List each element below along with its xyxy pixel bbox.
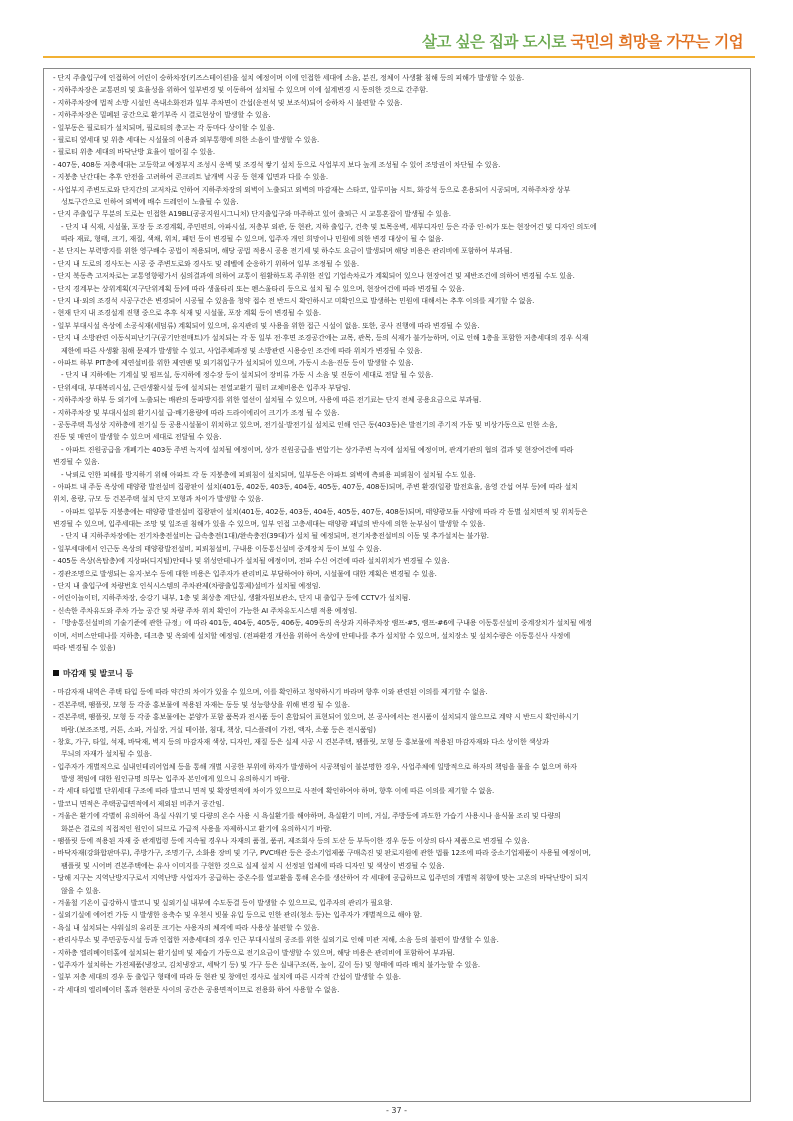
notice-line: - 신속한 주차유도와 주차 가능 공간 및 차량 주차 위치 확인이 가능한 AI 주차유도시스템 적용 예정임. xyxy=(53,605,357,615)
notice-line: - 입주자가 설치하는 가전제품(냉장고, 김치냉장고, 세탁기 등) 및 가구 등은 실내구조(폭, 높이, 깊이 등) 및 형태에 따라 배치 불가능할 수 있음. xyxy=(53,959,481,969)
notice-line: - 아파트 하부 PIT층에 제연설비를 위한 제연팬 및 외기취입구가 설치되어 있으며, 가동시 소음·진동 등이 발생할 수 있음. xyxy=(53,357,414,367)
notice-line: - 겨울은 환기에 각별히 유의하여 욕실 사워기 및 다량의 온수 사용 시 욕실환기를 해야하며, 욕실환기 미비, 거실, 주방등에 과도한 가습기 사용시나 음식물 조리 및 다량의 xyxy=(53,811,561,821)
notice-line: - 견본주택, 팸플릿, 모형 등 각종 홍보물에 적용된 자재는 동등 및 성능향상을 위해 변경 될 수 있음. xyxy=(53,699,350,709)
notice-line: - 각 세대의 엘리베이터 홀과 현관문 사이의 공간은 공용면적이므로 전용화 하여 사용할 수 없음. xyxy=(53,984,340,994)
notice-line-continued: - 단지 내 지하에는 기계실 및 펌프실, 동지하에 정수장 등이 설치되어 장비류 가동 시 소음 및 진동이 세대로 전달 될 수 있음. xyxy=(61,370,434,380)
notice-line: 변경될 수 있음. xyxy=(53,457,100,467)
notice-line-continued: 바람.(보조조명, 커튼, 소파, 거실장, 거실 테이블, 침대, 책상, 디스플레이 가전, 액자, 소품 등은 전시품임) xyxy=(61,724,376,734)
notice-line: - 어린이놀이터, 지하주차장, 승강기 내부, 1층 및 최상층 계단실, 생활자원보관소, 단지 내 출입구 등에 CCTV가 설치됨. xyxy=(53,593,411,603)
notice-line: - 지하주차장 하부 등 외기에 노출되는 배관의 동파방지를 위한 열선이 설치될 수 있으며, 사용에 따른 전기료는 단지 전체 공용요금으로 부과됨. xyxy=(53,395,482,405)
notice-line: - 팸플릿 등에 적용된 자재 중 관계법령 등에 지속될 경우나 자재의 품절, 품귀, 제조회사 등의 도산 등 부득이한 경우 동등 이상의 타사 제품으로 변경될 수 있음. xyxy=(53,836,530,846)
notice-line: - 입주자가 개별적으로 실내인테리어업체 등을 통해 개별 시공한 부위에 하자가 발생하여 시공책임이 불분명한 경우, 사업주체에 일방적으로 하자의 책임을 물을 수 없으며 하자 xyxy=(53,761,577,771)
notice-line: - 단지 경계부는 상위계획(지구단위계획 등)에 따라 생울타리 또는 펜스울타리 등으로 설치 될 수 있으며, 현장여건에 따라 변경될 수 있음. xyxy=(53,283,465,293)
page-number: - 37 - xyxy=(385,1106,408,1115)
notice-line: - 단위세대, 부대복리시설, 근린생활시설 등에 설치되는 전열교환기 필터 교체비용은 입주자 부담임. xyxy=(53,382,351,392)
notice-line: - 겨울철 기온이 급강하시 발코니 및 실외기실 내부에 수도동결 등이 발생할 수 있으므로, 입주자의 관리가 필요함. xyxy=(53,898,393,907)
notice-line: - 각 세대 타입별 단위세대 구조에 따라 발코니 면적 및 확장면적에 차이가 있으므로 사전에 확인하여야 하며, 향후 이에 따른 이의를 제기할 수 없음. xyxy=(53,786,495,796)
notice-line: 변경될 수 있으며, 입주세대는 조망 및 일조권 침해가 있을 수 있으며, 일부 인접 고층세대는 태양광 패널의 반사에 의한 눈부심이 발생할 수 있음. xyxy=(53,519,486,529)
notice-list-finishes xyxy=(53,686,742,996)
notice-line: - 경관조명으로 발생되는 유지·보수 등에 대한 비용은 입주자가 관리비로 부담하여야 하며, 시설물에 대한 계획은 변경될 수 있음. xyxy=(53,568,437,578)
notice-line: - 현재 단지 내 조경설계 진행 중으로 추후 식재 및 시설물, 포장 계획 등이 변경될 수 있음. xyxy=(53,308,321,318)
notice-line-continued: - 단지 내 지하주차장에는 전기차충전설비는 급속충전(1대)/완속충전(39대)가 설치 될 예정되며, 전기차충전설비의 이동 및 추가설치는 불가함. xyxy=(61,531,489,541)
notice-line-continued: 않을 수 있음. xyxy=(61,885,101,895)
header-slogan xyxy=(422,30,743,52)
notice-line: - 지하주차장 및 부대시설의 환기시설 급·배기용량에 따라 드라이에리어 크기가 조정 될 수 있음. xyxy=(53,407,340,417)
notice-line-continued: 무늬의 자재가 설치될 수 있음. xyxy=(61,749,152,759)
notice-line: - 일부동은 필로티가 설치되며, 필로티의 층고는 각 동마다 상이할 수 있음. xyxy=(53,122,275,132)
notice-line: - 일부세대에서 인근동 옥상의 태양광발전설비, 피뢰침설비, 구내용 이동통신설비 중계장치 등이 보일 수 있음. xyxy=(53,543,382,553)
notice-line: - 욕실 내 설치되는 샤워실의 유리문 크기는 사용자의 체격에 따라 사용상 불편할 수 있음. xyxy=(53,922,320,932)
notice-line-continued: 화분은 결로의 직접적인 원인이 되므로 가급적 사용을 자제하시고 환기에 유의하시기 바람. xyxy=(61,823,332,833)
square-bullet-icon xyxy=(53,670,59,676)
notice-line-continued: - 아파트 일부동 지붕층에는 태양광 발전설비 집광판이 설치(401동, 402동, 403동, 404동, 405동, 407동, 408동)되며, 태양광모듈 사양에 따라 각 동별 설치면적 및 위치등은 xyxy=(61,506,588,516)
notice-line: - 지하주차장은 교통편의 및 효율성을 위하여 일부변경 및 이동하여 설치될 수 있으며 이에 설계변경 시 동의한 것으로 간주함. xyxy=(53,85,428,95)
notice-line: - 단지 내 도로의 경사도는 시공 중 주변도로와 경사도 및 레벨에 순응하기 위하여 일부 조정될 수 있음. xyxy=(53,258,359,268)
notice-line: - 견본주택, 팸플릿, 모형 등 각종 홍보물에는 분양가 포함 품목과 전시품 등이 혼합되어 표현되어 있으며, 본 공사에서는 전시품이 설치되지 않으므로 계약 시 반드시 확인하시기 xyxy=(53,712,579,722)
notice-line: 이며, 서비스안테나를 지하층, 데크층 및 옥외에 설치할 예정임. (전파환경 개선을 위하여 옥상에 안테나를 추가 설치할 수 있으며, 설치장소 및 설치수량은 이동통신사 사정에 xyxy=(53,630,571,640)
notice-line: - 지하층 엘리베이터홀에 설치되는 환기설비 및 제습기 가동으로 전기요금이 발생할 수 있으며, 해당 비용은 관리비에 포함하여 부과됨. xyxy=(53,947,455,957)
notice-line: - 단지 내 출입구에 차량번호 인식시스템의 주차관제(차량출입통제)설비가 설치될 예정임. xyxy=(53,581,321,591)
notice-line: - 사업부지 주변도로와 단지간의 고저차로 인하여 지하주차장의 외벽이 노출되고 외벽의 마감재는 스타코, 알루미늄 시트, 화강석 등으로 혼용되어 시공되며, 지하주차장 상부 xyxy=(53,184,571,194)
notice-line: - 아파트 내 주동 옥상에 태양광 발전설비 집광판이 설치(401동, 402동, 403동, 404동, 405동, 407동, 408동)되며, 주변 환경(일광 발전효율, 음영 간섭 여부 등)에 따라 설치 xyxy=(53,481,578,491)
section-heading xyxy=(53,668,742,680)
slogan-accent: 국민의 희망을 가꾸는 기업 xyxy=(570,33,743,51)
notice-line: - 「방송통신설비의 기술기준에 관한 규정」에 따라 401동, 404동, 405동, 406동, 409동의 옥상과 지하주차장 램프-#5, 램프-#6에 구내용 이동통신설비 중계장치가 설치될 예정 xyxy=(53,618,592,628)
notice-line: - 창호, 가구, 타일, 석재, 바닥재, 벽지 등의 마감자재 색상, 디자인, 재질 등은 실제 시공 시 견본주택, 팸플릿, 모형 등 홍보물에 적용된 마감자재와 다소 상이한 색상과 xyxy=(53,736,549,746)
notice-line: - 발코니 면적은 주택공급면적에서 제외된 비주거 공간임. xyxy=(53,798,225,808)
notice-line: - 지하주차장은 밀폐된 공간으로 환기부족 시 결로현상이 발생할 수 있음. xyxy=(53,110,271,120)
header-divider xyxy=(43,56,755,58)
notice-line-continued: 팸플릿 및 시어버 견본주택에는 유사 이미지를 구현한 것으로 실제 설치 시 선정된 업체에 따라 디자인 및 색상이 변경될 수 있음. xyxy=(61,860,445,870)
notice-line: 진동 및 매연이 발생할 수 있으며 세대로 전달될 수 있음. xyxy=(53,432,222,442)
notice-line: - 본 단지는 부력방지를 위한 영구배수 공법이 적용되며, 해당 공법 적용시 공용 전기세 및 하수도 요금이 발생되며 해당 비용은 관리비에 포함하여 부과됨. xyxy=(53,246,513,256)
notice-line: - 필로티 위층 세대의 바닥난방 효율이 떨어질 수 있음. xyxy=(53,147,215,157)
notice-line: 위치, 용량, 규모 등 건본주택 설치 단지 모형과 차이가 발생할 수 있음. xyxy=(53,494,264,504)
notice-line: - 405동 옥상(옥탑층)에 지상파(디지털)안테나 및 위성안테나가 설치될 예정이며, 전파 수신 여건에 따라 설치위치가 변경될 수 있음. xyxy=(53,556,450,566)
notice-line: - 실외기실에 에어컨 가동 시 발생한 응축수 및 우천시 빗물 유입 등으로 인한 관리(청소 등)는 입주자가 개별적으로 해야 함. xyxy=(53,910,422,920)
notice-line: - 일부 저층 세대의 경우 동 출입구 형태에 따라 동 현관 및 창에인 경사로 설치에 따른 시각적 간섭이 발생할 수 있음. xyxy=(53,972,401,982)
notice-line: - 마감자재 내역은 주택 타입 등에 따라 약간의 차이가 있을 수 있으며, 이를 확인하고 청약하시기 바라며 향후 이와 관련된 이의를 제기할 수 없음. xyxy=(53,687,488,697)
notice-line: - 공동주택 특성상 지하층에 전기실 등 공용시설물이 위치하고 있으며, 전기실·발전기실 설치로 인해 인근 동(403동)은 발전기의 주기적 가동 및 비상가동으로 인한 소음, xyxy=(53,419,558,429)
notice-line-continued: - 낙뢰로 인한 피해를 방지하기 위해 아파트 각 동 지붕층에 피뢰침이 설치되며, 일부동은 아파트 외벽에 측뢰용 피뢰침이 설치될 수도 있음. xyxy=(61,469,476,479)
notice-line-continued: 성토구간으로 인하여 외벽에 배수 드레인이 노출될 수 있음. xyxy=(61,196,239,206)
notice-line: - 지하주차장에 법적 소방 시설인 옥내소화전과 일부 주차면이 간섭(운전석 및 보조석)되어 승하차 시 불편할 수 있음. xyxy=(53,97,403,107)
notice-box xyxy=(43,68,751,1102)
notice-line: 따라 변경될 수 있음) xyxy=(53,642,116,652)
notice-line: - 일부 부대시설 옥상에 소공식재(세덤류) 계획되어 있으며, 유지관리 및 사용을 위한 접근 시설이 없음. 또한, 공사 진행에 따라 변경될 수 있음. xyxy=(53,320,480,330)
notice-line: - 바닥자재(강화합판마루), 주방가구, 조명기구, 소화용 장비 및 기구, PVC배관 등은 중소기업제품 구매촉진 및 판로지원에 관한 법률 12조에 따라 중소기업제품이 사용될 예정이며, xyxy=(53,848,591,858)
section-title-text: 마감재 및 발코니 등 xyxy=(63,669,134,679)
notice-line-continued: 따라 재료, 형태, 크기, 재질, 색채, 위치, 패턴 등이 변경될 수 있으며, 입주자 개인 희망이나 민원에 의한 변경 대상이 될 수 없음. xyxy=(61,234,444,244)
notice-line: - 단지 주출입구 무분의 도로는 인접한 A19BL(공공지원시그니처) 단지출입구와 마주하고 있어 출퇴근 시 교통혼잡이 발생될 수 있음. xyxy=(53,209,451,219)
notice-line-continued: - 아파트 진원공급을 개폐기는 403동 주변 녹지에 설치될 예정이며, 상가 진원공급을 변압기는 상가주변 녹지에 설치될 예정이며, 관계기관의 협의 결과 및 현장여건에 따라 xyxy=(61,444,574,454)
notice-line-continued: 발생 책임에 대한 원인규명 의무는 입주자 본인에게 있으니 유의하시기 바람. xyxy=(61,774,290,784)
notice-line: - 단지 주출입구에 인접하여 어린이 승하차장(키즈스테이션)을 설치 예정이며 이에 인접한 세대에 소음, 분진, 정체이 사생활 침해 등의 피해가 발생할 수 있음. xyxy=(53,73,525,82)
notice-line: - 관리사무소 및 주민공동시설 등과 인접한 저층세대의 경우 인근 부대시설의 공조를 위한 실외기로 인해 미관 저해, 소음 등의 불편이 발생할 수 있음. xyxy=(53,935,499,945)
notice-line: - 당해 지구는 지역난방지구로서 지역난방 사업자가 공급하는 중온수를 열교환을 통해 온수를 생산하여 각 세대에 공급하므로 입주민의 개별적 취향에 맞는 고온의 바닥난방이 되지 xyxy=(53,873,589,883)
notice-line: - 단지 내 소방관련 이동식피난기구(공기안전매트)가 설치되는 각 동 일부 전·후면 조경공간에는 교목, 관목, 등의 식재가 불가능하며, 이로 인해 1층을 포함한 저층세대의 경우 식재 xyxy=(53,333,589,343)
notice-line: - 지붕층 난간대는 추후 안전을 고려하여 콘크리트 날개벽 시공 등 현재 입면과 다를 수 있음. xyxy=(53,172,328,182)
notice-line: - 단지 북동측 고저차로는 교통영향평가서 심의결과에 의하여 교통이 원활하도록 주위한 진입 기업속차로가 계획되어 있으나 현장여건 및 제반조건에 의하여 변경될 수도 있음. xyxy=(53,271,575,281)
notice-list-facilities xyxy=(53,72,742,654)
notice-line-continued: - 단지 내 식재, 시설물, 포장 등 조경계획, 주민편의, 아파시설, 저층부 외관, 동 현관, 지하 출입구, 건축 및 토목옹벽, 세부디자인 등은 각종 인·허가 또는 현장여건 및 디자인 의도에 xyxy=(61,221,597,231)
slogan-main: 살고 싶은 집과 도시로 xyxy=(421,33,571,51)
notice-line: - 필로티 옆세대 및 위층 세대는 시설물의 이용과 외부통행에 의한 소음이 발생할 수 있음. xyxy=(53,134,320,144)
notice-line: - 단지 내·외의 조경석 시공구간은 변경되어 시공될 수 있음을 청약 접수 전 반드시 확인하시고 미확인으로 발생하는 민원에 대해서는 추후 이의를 제기할 수 없음. xyxy=(53,296,535,306)
notice-line-continued: 제한에 따른 사생활 침해 문제가 발생할 수 있고, 사업주체과정 및 소방관련 시용승인 조건에 따라 위치가 변경될 수 있음. xyxy=(61,345,423,355)
notice-line: - 407동, 408동 저층세대는 고등학교 예정부지 조성시 옹벽 및 조경석 쌓기 설치 등으로 사업부지 보다 높게 조성될 수 있어 조망권이 차단될 수 있음. xyxy=(53,159,501,169)
